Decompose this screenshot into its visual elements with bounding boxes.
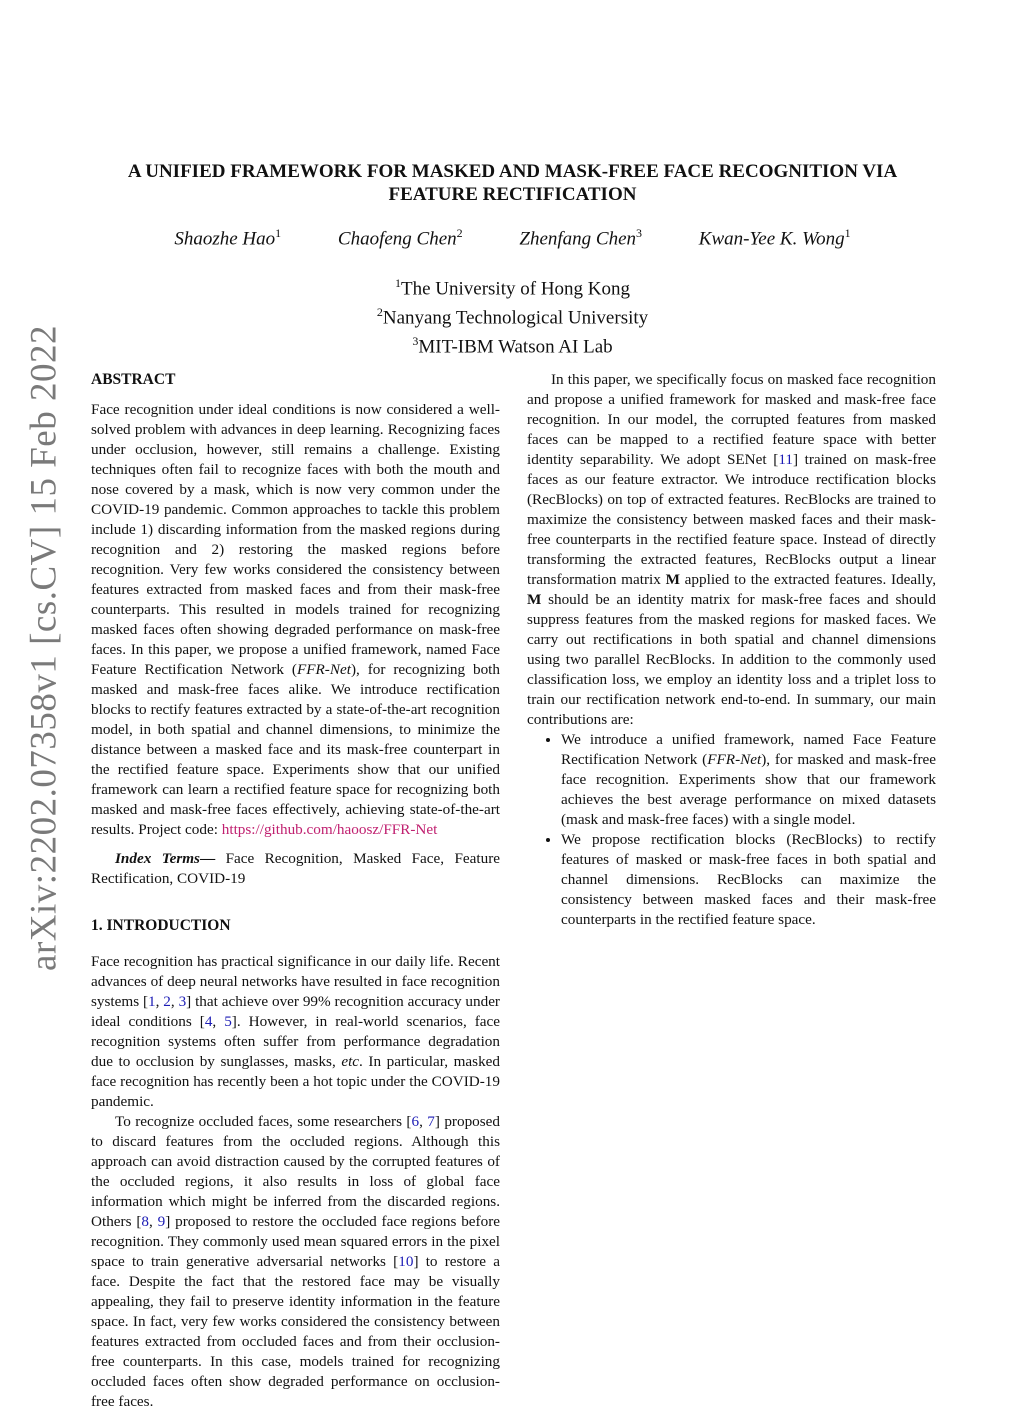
affiliation-1 — [90, 272, 935, 301]
text-run: should be an identity matrix for mask-free faces and should suppress features from the masked regions for masked faces. We carry out rectifications in both spatial and channel dimensions using two parallel RecBlocks. In addition to the commonly used classification loss, we employ an identity loss and a triplet loss to train our rectification network end-to-end. In summary, our main contributions are: — [527, 591, 936, 728]
author-affil-mark: 1 — [844, 226, 851, 240]
text-run: In this paper, we specifically focus on masked face recognition and propose a unified framework for masked and mask-free face recognition. In our model, the corrupted features from masked faces can be mapped to a rectified feature space with better identity separability. We adopt SENet [ — [527, 371, 936, 468]
author-3 — [519, 226, 642, 250]
author-1 — [174, 226, 281, 250]
text-run: ] that achieve over 99% recognition accuracy under ideal conditions [ — [91, 993, 500, 1030]
index-terms — [91, 849, 500, 889]
author-name: Kwan-Yee K. Wong — [698, 228, 845, 250]
affil-name: MIT-IBM Watson AI Lab — [418, 335, 613, 357]
citation-link[interactable]: 6 — [411, 1113, 420, 1130]
text-run: applied to the extracted features. Ideally, — [679, 571, 936, 588]
text-run: We propose rectification blocks (RecBlocks) to rectify features of masked or mask-free faces in both spatial and channel dimensions. RecBlocks can maximize the consistency between masked faces and their mask-free counterparts in the rectified feature space. — [561, 831, 936, 928]
author-affil-mark: 3 — [636, 226, 643, 240]
contribution-item-1 — [561, 730, 936, 830]
introduction-heading: 1. INTRODUCTION — [91, 917, 231, 934]
citation-link[interactable]: 2 — [163, 993, 171, 1010]
citation-link[interactable]: 4 — [204, 1013, 213, 1030]
abstract-heading: ABSTRACT — [91, 371, 176, 388]
math-symbol: M — [527, 591, 542, 608]
citation-link[interactable]: 8 — [141, 1213, 149, 1230]
abstract-part: ), for recognizing both masked and mask-free faces alike. We introduce rectification blocks to rectify features extracted by a state-of-the-art recognition model, in both spatial and channel dimensions, to minimize the distance between a masked face and its mask-free counterpart in the rectified feature space. Experiments show that our unified framework can learn a rectified feature space for recognizing both masked and mask-free faces effectively, achieving state-of-the-art results. Project code: — [91, 661, 500, 838]
affil-mark: 1 — [394, 276, 401, 290]
text-emphasis: FFR-Net — [707, 751, 762, 768]
text-run: , — [419, 1113, 428, 1130]
author-name: Zhenfang Chen — [519, 228, 637, 250]
affil-mark: 2 — [376, 304, 383, 319]
text-run: We introduce a unified framework, named Face Feature Rectification Network ( — [561, 731, 936, 768]
text-run: . In particular, masked face recognition has recently been a hot topic under the COVID-19 pandemic. — [91, 1053, 500, 1110]
index-terms-text: Face Recognition, Masked Face, Feature Rectification, COVID-19 — [91, 850, 501, 887]
abstract-emphasis: FFR-Net — [296, 661, 351, 678]
text-run: , — [149, 1213, 158, 1230]
math-symbol: M — [665, 571, 680, 588]
text-run: Face recognition has practical significance in our daily life. Recent advances of deep neural networks have resulted in face recognition systems [ — [91, 953, 500, 1010]
text-emphasis: etc — [341, 1053, 360, 1070]
author-2 — [338, 226, 463, 250]
citation-link[interactable]: 10 — [398, 1253, 414, 1270]
title-line-2: FEATURE RECTIFICATION — [388, 184, 637, 205]
right-column — [527, 370, 936, 930]
abstract-text — [91, 400, 500, 840]
text-run: ] proposed to discard features from the occluded regions. Although this approach can avoid distraction caused by the corrupted features of the occluded regions, it also results in loss of global face information which might be inferred from the discarded regions. Others [ — [91, 1113, 500, 1230]
text-run: ]. However, in real-world scenarios, face recognition systems often suffer from performance degradation due to occlusion by sunglasses, masks, — [91, 1013, 501, 1070]
affil-name: The University of Hong Kong — [400, 278, 631, 300]
affil-mark: 3 — [412, 333, 419, 348]
text-run: ), for masked and mask-free face recognition. Experiments show that our framework achieves the best average performance on mixed datasets (mask and mask-free faces) with a single model. — [561, 751, 936, 828]
text-run: To recognize occluded faces, some researchers [ — [115, 1113, 412, 1130]
author-4 — [699, 226, 851, 250]
citation-link[interactable]: 1 — [148, 993, 156, 1010]
author-affil-mark: 2 — [456, 226, 463, 240]
text-run: ] proposed to restore the occluded face regions before recognition. They commonly used mean squared errors in the pixel space to train generative adversarial networks [ — [91, 1213, 500, 1270]
left-column — [91, 370, 500, 1412]
author-affil-mark: 1 — [275, 226, 282, 240]
author-name: Chaofeng Chen — [337, 228, 457, 250]
intro-paragraph-1 — [91, 952, 500, 1112]
index-terms-dash: — — [199, 850, 226, 867]
contributions-list — [527, 730, 936, 930]
contribution-item-2 — [561, 830, 936, 930]
citation-link[interactable]: 11 — [778, 451, 793, 468]
text-run: ] to restore a face. Despite the fact that the restored face may be visually appealing, they fail to preserve identity information in the feature space. In fact, very few works considered the consistency between features extracted from occluded faces and from their occlusion-free counterparts. In this case, models trained for recognizing occluded faces often show degraded performance on occlusion-free faces. — [91, 1253, 501, 1410]
abstract-part: Face recognition under ideal conditions is now considered a well-solved problem with advances in deep learning. Recognizing faces under occlusion, however, still remains a challenge. Existing techniques often fail to recognize faces with both the mouth and nose covered by a mask, which is now very common under the COVID-19 pandemic. Common approaches to tackle this problem include 1) discarding information from the masked regions during recognition and 2) restoring the masked regions before recognition. Very few works considered the consistency between features extracted from masked faces and from their mask-free counterparts. This resulted in models trained for recognizing masked faces often showing degraded performance on mask-free faces. In this paper, we propose a unified framework, named Face Feature Rectification Network ( — [91, 401, 500, 678]
text-run: , — [155, 993, 164, 1010]
affil-name: Nanyang Technological University — [382, 307, 649, 329]
text-run: , — [170, 993, 179, 1010]
intro-paragraph-2 — [91, 1112, 500, 1412]
citation-link[interactable]: 9 — [157, 1213, 166, 1230]
arxiv-identifier-text: arXiv:2202.07358v1 [cs.CV] 15 Feb 2022 — [23, 324, 65, 971]
index-terms-label: Index Terms — [115, 850, 200, 867]
paper-title — [90, 160, 935, 206]
affiliation-3 — [90, 330, 935, 359]
citation-link[interactable]: 5 — [224, 1013, 232, 1030]
arxiv-identifier — [23, 324, 65, 971]
author-name: Shaozhe Hao — [174, 228, 276, 250]
title-line-1: A UNIFIED FRAMEWORK FOR MASKED AND MASK-FREE FACE RECOGNITION VIA — [127, 161, 898, 182]
text-run: , — [212, 1013, 225, 1030]
intro-paragraph-3 — [527, 370, 936, 730]
affiliation-list — [90, 272, 935, 358]
project-code-link[interactable]: https://github.com/haoosz/FFR-Net — [221, 821, 438, 838]
citation-link[interactable]: 3 — [178, 993, 187, 1010]
text-run: ] trained on mask-free faces as our feature extractor. We introduce rectification blocks (RecBlocks) on top of extracted features. RecBlocks are trained to maximize the consistency between masked faces and their mask-free counterparts in the rectified feature space. Instead of directly transforming the extracted features, RecBlocks output a linear transformation matrix — [527, 451, 936, 588]
affiliation-2 — [90, 301, 935, 330]
citation-link[interactable]: 7 — [427, 1113, 435, 1130]
author-list — [90, 226, 935, 250]
